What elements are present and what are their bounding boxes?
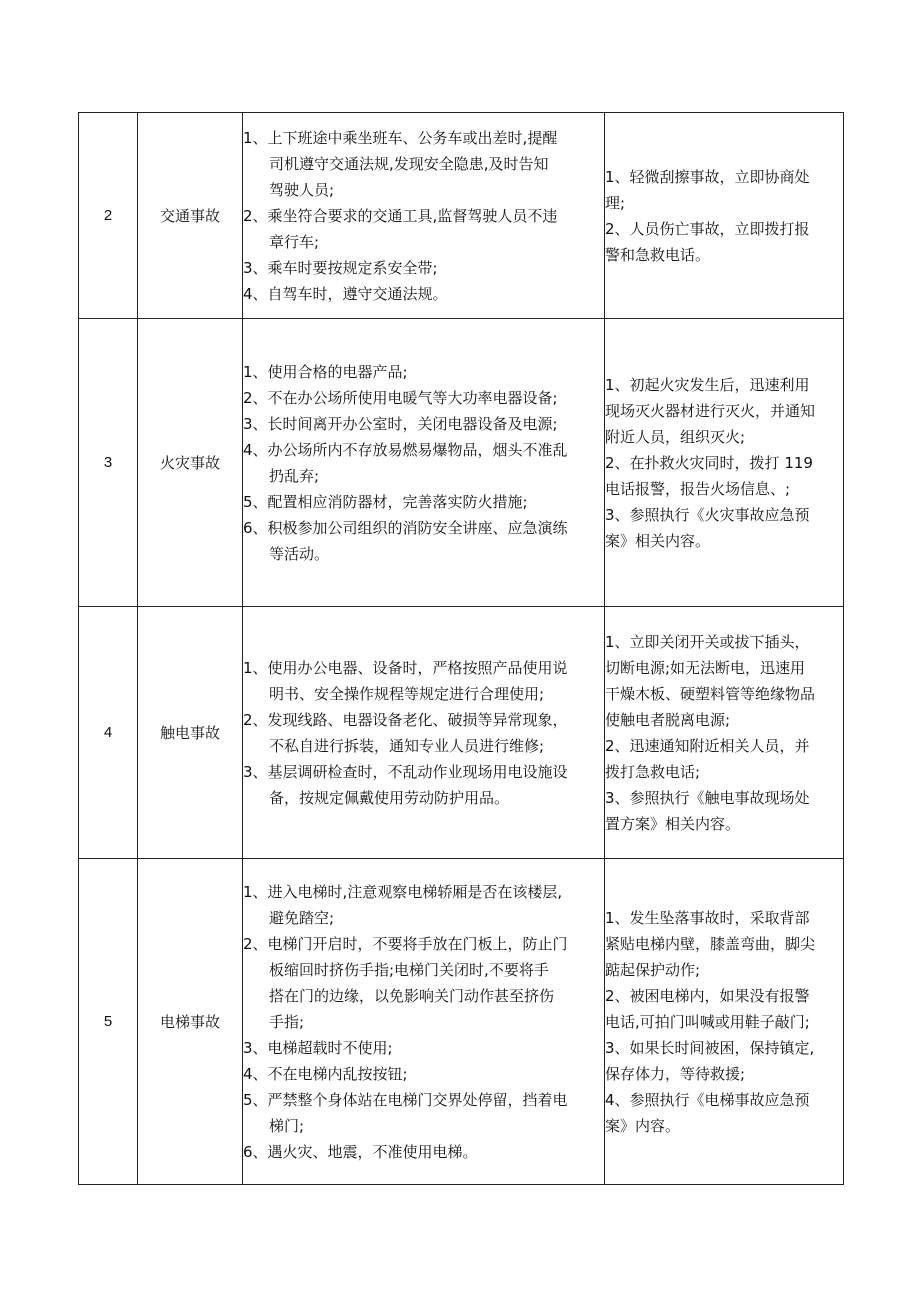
response-line: 现场灭火器材进行灭火，并通知 [605, 401, 816, 420]
prevention-item [243, 515, 604, 567]
prevention-item [243, 489, 604, 515]
prevention-line: 2、电梯门开启时，不要将手放在门板上，防止门 [243, 934, 568, 953]
prevention-line: 1、使用合格的电器产品; [243, 362, 408, 381]
response-line: 3、参照执行《触电事故现场处 [605, 788, 810, 807]
response-line: 2、被困电梯内，如果没有报警 [605, 986, 810, 1005]
emergency-response [605, 319, 844, 607]
table-body [79, 113, 844, 1185]
row-number: 2 [79, 113, 138, 319]
prevention-item [243, 879, 604, 931]
response-line: 1、立即关闭开关或拔下插头， [605, 632, 810, 651]
prevention-item [243, 437, 604, 489]
prevention-line: 3、长时间离开办公室时，关闭电器设备及电源; [243, 414, 558, 433]
table-row [79, 113, 844, 319]
prevention-item [243, 1139, 604, 1165]
prevention-item [243, 931, 604, 1035]
prevention-line: 1、使用办公电器、设备时，严格按照产品使用说 [243, 658, 568, 677]
prevention-line: 3、电梯超载时不使用; [243, 1038, 393, 1057]
prevention-item [243, 125, 604, 203]
prevention-line: 2、发现线路、电器设备老化、破损等异常现象， [243, 710, 568, 729]
prevention-line: 扔乱弃; [269, 466, 320, 485]
prevention-item [243, 411, 604, 437]
prevention-item [243, 359, 604, 385]
prevention-item [243, 281, 604, 307]
response-line: 1、初起火灾发生后，迅速利用 [605, 375, 810, 394]
safety-incident-table [78, 112, 844, 1185]
prevention-line: 5、配置相应消防器材，完善落实防火措施; [243, 492, 528, 511]
prevention-line: 司机遵守交通法规,发现安全隐患,及时告知 [269, 154, 549, 173]
emergency-response [605, 859, 844, 1185]
prevention-line: 明书、安全操作规程等规定进行合理使用; [269, 684, 545, 703]
response-line: 紧贴电梯内壁，膝盖弯曲，脚尖 [605, 934, 816, 953]
prevention-line: 梯门; [269, 1116, 305, 1135]
emergency-response [605, 113, 844, 319]
table-row [79, 859, 844, 1185]
prevention-line: 6、遇火灾、地震，不准使用电梯。 [243, 1142, 478, 1161]
incident-type: 火灾事故 [138, 319, 243, 607]
prevention-line: 2、乘坐符合要求的交通工具,监督驾驶人员不违 [243, 206, 558, 225]
prevention-line: 4、办公场所内不存放易燃易爆物品，烟头不准乱 [243, 440, 568, 459]
prevention-item [243, 1061, 604, 1087]
prevention-line: 备，按规定佩戴使用劳动防护用品。 [269, 788, 510, 807]
response-line: 电话,可拍门叫喊或用鞋子敲门; [605, 1012, 810, 1031]
prevention-line: 1、进入电梯时,注意观察电梯轿厢是否在该楼层, [243, 882, 563, 901]
response-line: 使触电者脱离电源; [605, 710, 731, 729]
prevention-item [243, 759, 604, 811]
response-line: 警和急救电话。 [605, 245, 711, 264]
response-line: 理; [605, 193, 626, 212]
prevention-measures [243, 607, 605, 859]
response-line: 干燥木板、硬塑料管等绝缘物品 [605, 684, 816, 703]
incident-type: 交通事故 [138, 113, 243, 319]
incident-type: 电梯事故 [138, 859, 243, 1185]
prevention-line: 5、严禁整个身体站在电梯门交界处停留，挡着电 [243, 1090, 568, 1109]
response-line: 1、发生坠落事故时，采取背部 [605, 908, 810, 927]
prevention-line: 手指; [269, 1012, 305, 1031]
response-line: 4、参照执行《电梯事故应急预 [605, 1090, 810, 1109]
prevention-item [243, 655, 604, 707]
response-line: 踮起保护动作; [605, 960, 701, 979]
response-line: 1、轻微刮擦事故，立即协商处 [605, 167, 810, 186]
incident-type: 触电事故 [138, 607, 243, 859]
response-line: 2、在扑救火灾同时，拨打 119 [605, 453, 813, 472]
response-line: 3、如果长时间被困，保持镇定, [605, 1038, 815, 1057]
response-line: 2、迅速通知附近相关人员，并 [605, 736, 810, 755]
prevention-item [243, 1087, 604, 1139]
prevention-line: 不私自进行拆装，通知专业人员进行维修; [269, 736, 545, 755]
row-number: 3 [79, 319, 138, 607]
prevention-item [243, 203, 604, 255]
response-line: 切断电源;如无法断电，迅速用 [605, 658, 806, 677]
response-line: 置方案》相关内容。 [605, 814, 741, 833]
prevention-line: 3、基层调研检查时，不乱动作业现场用电设施设 [243, 762, 568, 781]
response-line: 保存体力，等待救援; [605, 1064, 746, 1083]
prevention-line: 4、自驾车时，遵守交通法规。 [243, 284, 448, 303]
response-line: 电话报警，报告火场信息、; [605, 479, 791, 498]
response-line: 3、参照执行《火灾事故应急预 [605, 505, 810, 524]
prevention-line: 3、乘车时要按规定系安全带; [243, 258, 438, 277]
row-number: 5 [79, 859, 138, 1185]
table-row [79, 607, 844, 859]
prevention-measures [243, 319, 605, 607]
prevention-line: 等活动。 [269, 544, 330, 563]
prevention-item [243, 385, 604, 411]
prevention-line: 避免踏空; [269, 908, 335, 927]
response-line: 2、人员伤亡事故，立即拨打报 [605, 219, 810, 238]
prevention-line: 章行车; [269, 232, 320, 251]
prevention-line: 1、上下班途中乘坐班车、公务车或出差时,提醒 [243, 128, 558, 147]
prevention-item [243, 1035, 604, 1061]
response-line: 案》内容。 [605, 1116, 681, 1135]
emergency-response [605, 607, 844, 859]
response-line: 案》相关内容。 [605, 531, 711, 550]
prevention-measures [243, 113, 605, 319]
row-number: 4 [79, 607, 138, 859]
prevention-item [243, 707, 604, 759]
prevention-line: 4、不在电梯内乱按按钮; [243, 1064, 408, 1083]
prevention-line: 6、积极参加公司组织的消防安全讲座、应急演练 [243, 518, 568, 537]
prevention-line: 板缩回时挤伤手指;电梯门关闭时,不要将手 [269, 960, 549, 979]
prevention-item [243, 255, 604, 281]
prevention-measures [243, 859, 605, 1185]
table-row [79, 319, 844, 607]
prevention-line: 搭在门的边缘，以免影响关门动作甚至挤伤 [269, 986, 555, 1005]
response-line: 附近人员，组织灭火; [605, 427, 746, 446]
prevention-line: 驾驶人员; [269, 180, 335, 199]
response-line: 拨打急救电话; [605, 762, 701, 781]
prevention-line: 2、不在办公场所使用电暖气等大功率电器设备; [243, 388, 558, 407]
